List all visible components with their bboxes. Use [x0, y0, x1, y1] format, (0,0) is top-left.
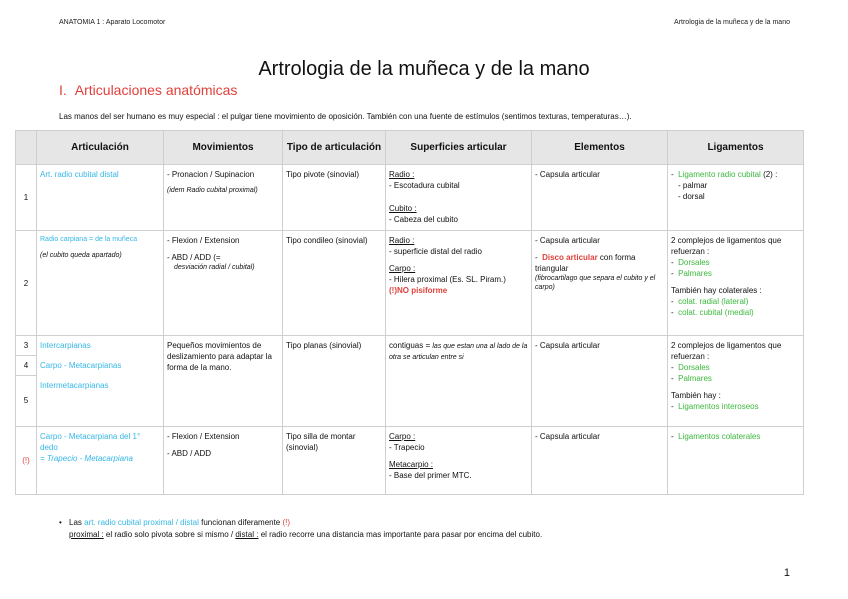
- section-heading: [59, 82, 237, 98]
- header-num: [16, 131, 37, 165]
- cell-ligamentos: 2 complejos de ligamentos que refuerzan : - Dorsales - Palmares También hay colaterales : - colat. radial (lateral) - colat. cubital (medial): [668, 231, 804, 336]
- cell-superficies: Carpo : - Trapecio Metacarpio : - Base del primer MTC.: [386, 427, 532, 495]
- table-header-row: [16, 131, 804, 165]
- cell-articulacion: Art. radio cubital distal: [37, 165, 164, 231]
- cell-movimientos: - Pronacion / Supinacion (idem Radio cubital proximal): [164, 165, 283, 231]
- page-title: Artrologia de la muñeca y de la mano: [258, 58, 590, 80]
- cell-movimientos: Pequeños movimientos de deslizamiento para adaptar la forma de la mano.: [164, 336, 283, 427]
- header-ligamentos: Ligamentos: [668, 131, 804, 165]
- cell-elementos: - Capsula articular: [532, 336, 668, 427]
- cell-articulacion: Intercarpianas Carpo - Metacarpianas Intermetacarpianas: [37, 336, 164, 427]
- cell-ligamentos: - Ligamentos colaterales: [668, 427, 804, 495]
- section-title: Articulaciones anatómicas: [74, 82, 238, 98]
- cell-articulacion: Radio carpiana = de la muñeca (el cubito queda apartado): [37, 231, 164, 336]
- row-number: 2: [16, 231, 37, 336]
- cell-articulacion: Carpo - Metacarpiana del 1° dedo = Trapecio - Metacarpiana: [37, 427, 164, 495]
- section-number: I.: [59, 82, 67, 98]
- table-row: [16, 336, 804, 427]
- header-superficies: Superficies articular: [386, 131, 532, 165]
- header-left: ANATOMIA 1 : Aparato Locomotor: [59, 19, 166, 26]
- cell-movimientos: - Flexion / Extension - ABD / ADD (= desviación radial / cubital): [164, 231, 283, 336]
- cell-superficies: contiguas = las que estan una al lado de la otra se articulan entre si: [386, 336, 532, 427]
- bullet-icon: •: [59, 518, 62, 527]
- page-number: 1: [783, 567, 790, 579]
- cell-tipo: Tipo planas (sinovial): [283, 336, 386, 427]
- cell-elementos: - Capsula articular: [532, 427, 668, 495]
- cell-elementos: - Capsula articular: [532, 165, 668, 231]
- intro-paragraph: Las manos del ser humano es muy especial : el pulgar tiene movimiento de oposición. También con una fuente de estímulos (sentimos texturas, temperaturas…).: [59, 112, 632, 121]
- cell-movimientos: - Flexion / Extension - ABD / ADD: [164, 427, 283, 495]
- table-row: [16, 427, 804, 495]
- cell-superficies: Radio : - superficie distal del radio Carpo : - Hilera proximal (Es. SL. Piram.) (!)NO pisiforme: [386, 231, 532, 336]
- table-row: [16, 165, 804, 231]
- cell-superficies: Radio : - Escotadura cubital Cubito : - Cabeza del cubito: [386, 165, 532, 231]
- header-tipo: Tipo de articulación: [283, 131, 386, 165]
- cell-elementos: - Capsula articular - Disco articular con forma triangular (fibrocartilago que separa el cubito y el carpo): [532, 231, 668, 336]
- table-row: [16, 231, 804, 336]
- header-movimientos: Movimientos: [164, 131, 283, 165]
- row-number: (!): [16, 427, 37, 495]
- footnote: • Las art. radio cubital proximal / distal funcionan diferamente (!) proximal : el radio solo pivota sobre si mismo / distal : el radio recorre una distancia mas importante para pasar por encima del cubito.: [59, 518, 543, 539]
- cell-tipo: Tipo pivote (sinovial): [283, 165, 386, 231]
- header-right: Artrologia de la muñeca y de la mano: [674, 19, 790, 26]
- cell-tipo: Tipo condileo (sinovial): [283, 231, 386, 336]
- articulations-table: [15, 130, 804, 495]
- cell-tipo: Tipo silla de montar (sinovial): [283, 427, 386, 495]
- row-number: 3 4 5: [16, 336, 37, 427]
- header-elementos: Elementos: [532, 131, 668, 165]
- row-number: 1: [16, 165, 37, 231]
- header-articulacion: Articulación: [37, 131, 164, 165]
- cell-ligamentos: - Ligamento radio cubital (2) : - palmar - dorsal: [668, 165, 804, 231]
- cell-ligamentos: 2 complejos de ligamentos que refuerzan : - Dorsales - Palmares También hay : - Ligamentos interoseos: [668, 336, 804, 427]
